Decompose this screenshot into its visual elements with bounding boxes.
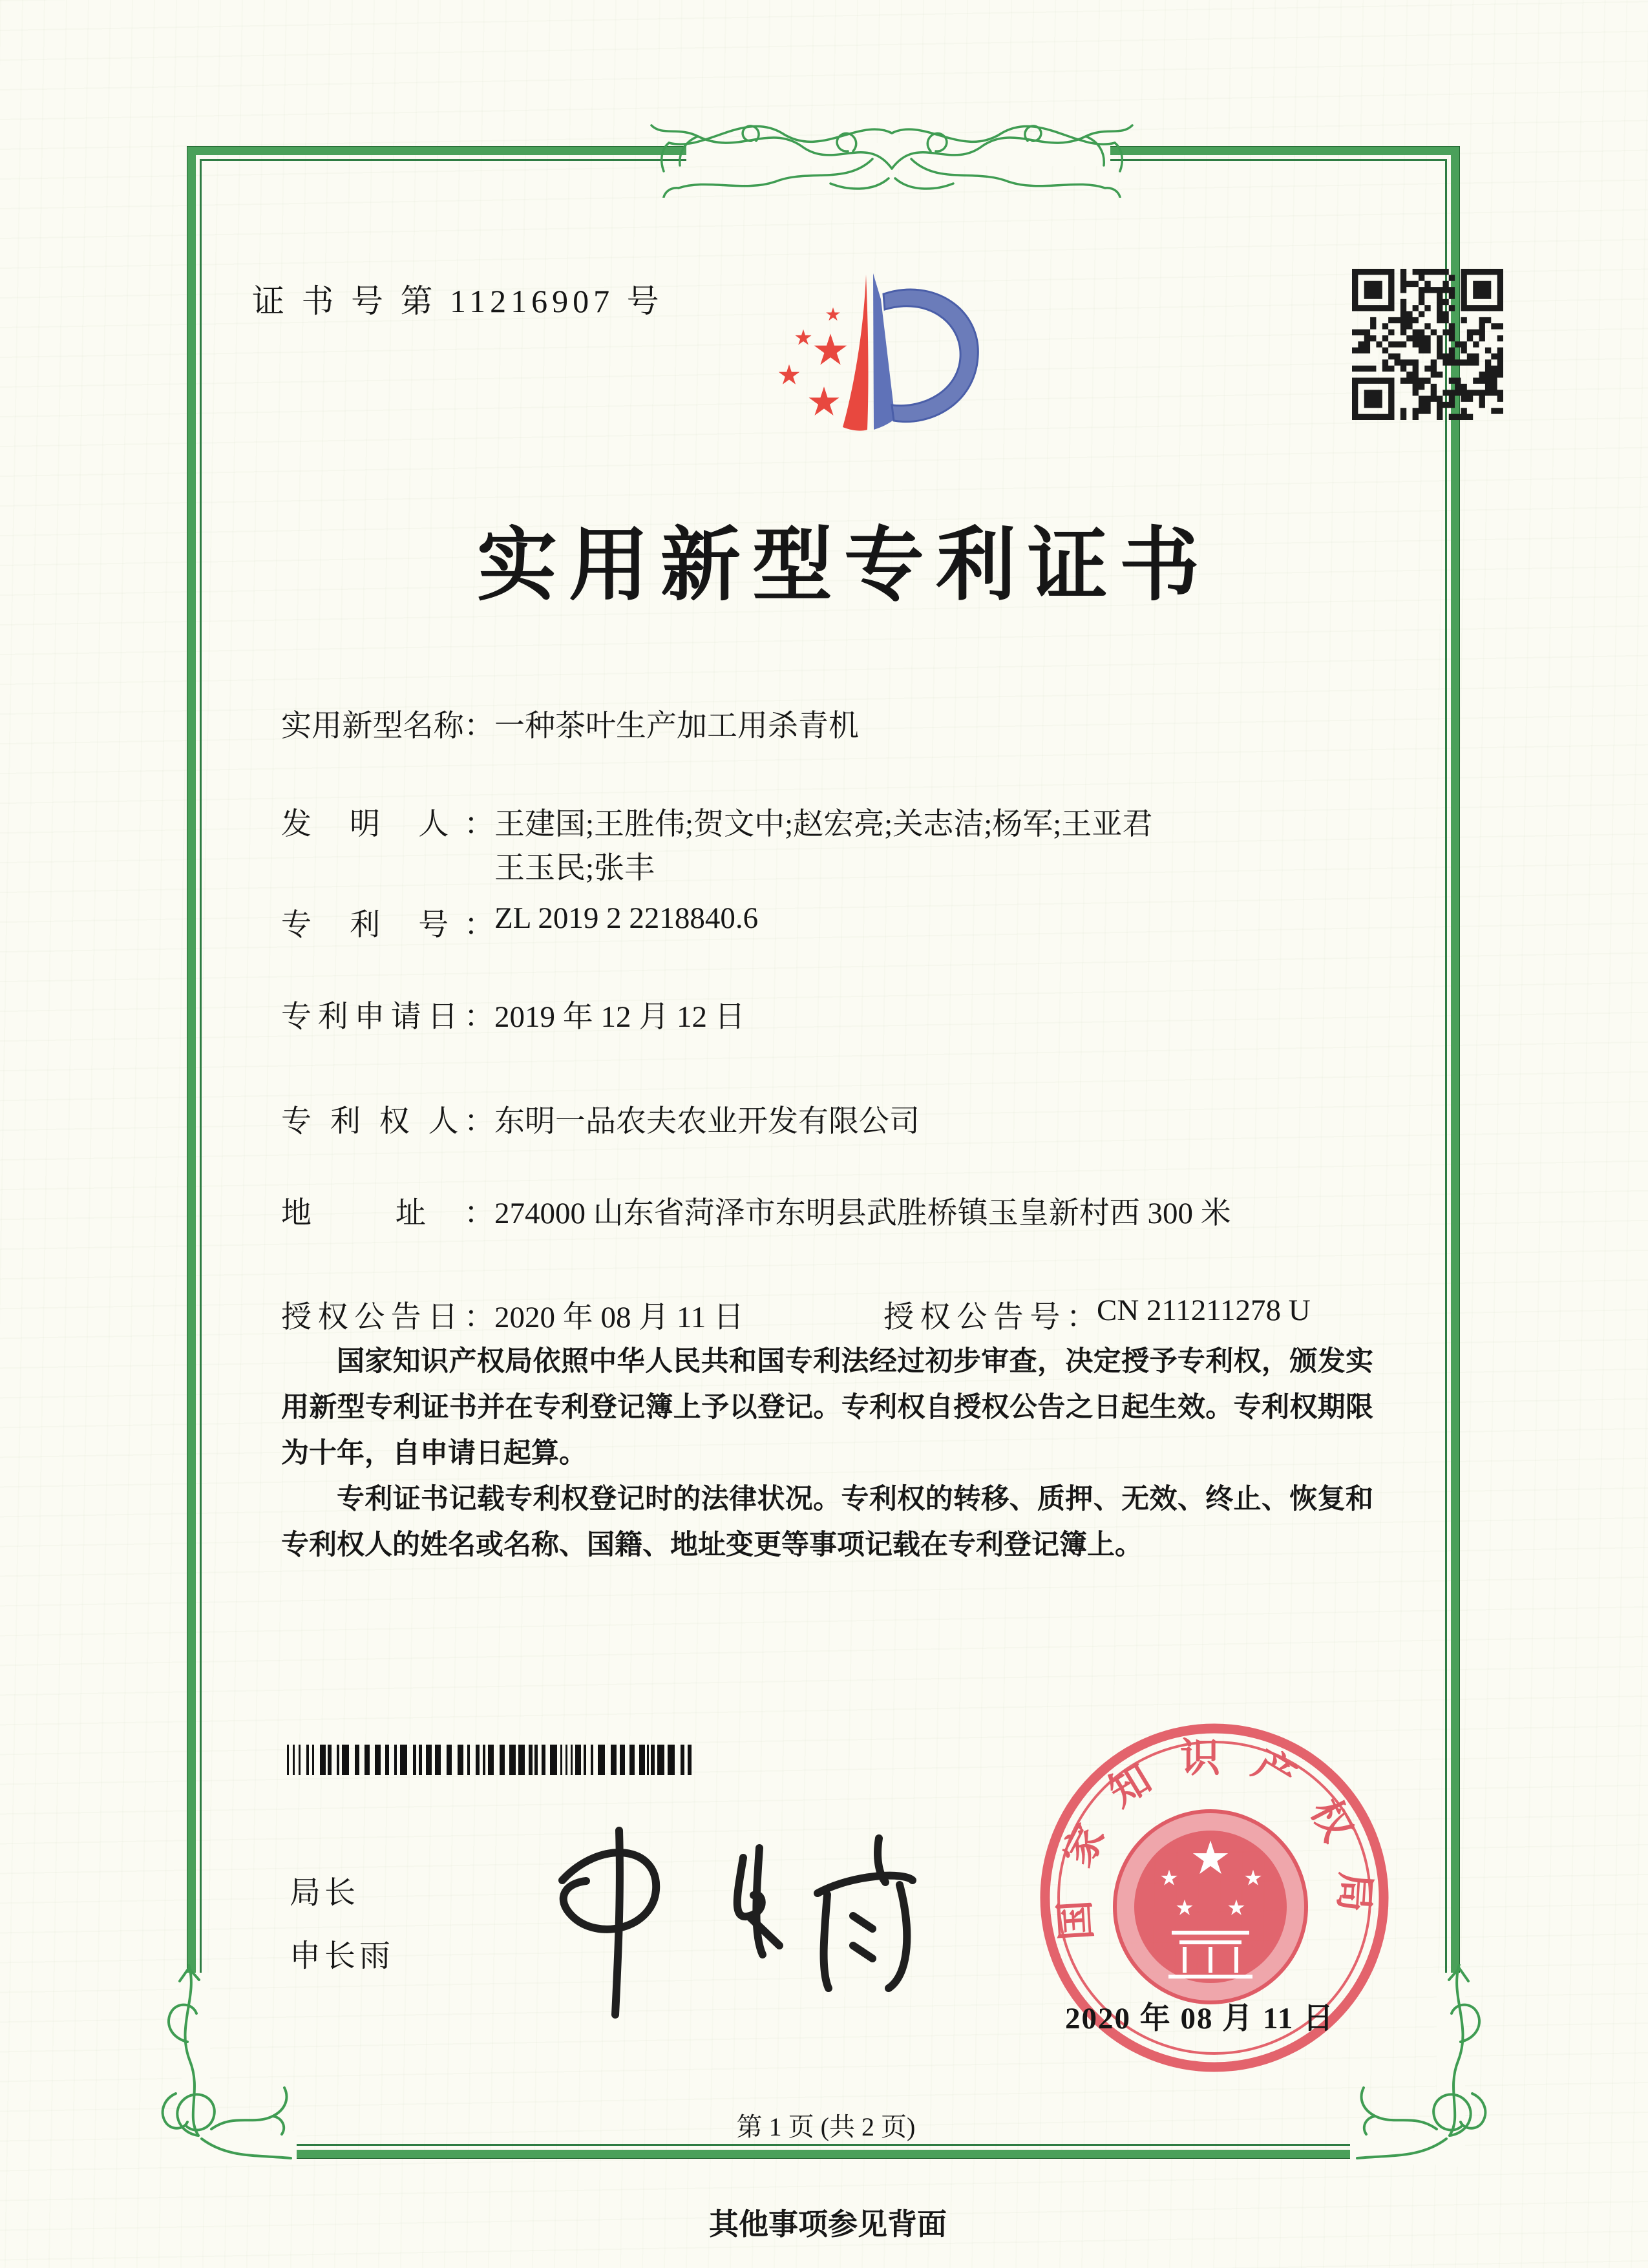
- field-row-patentee: [281, 1097, 920, 1140]
- signature-script: [465, 1819, 918, 2026]
- certificate-title: 实用新型专利证书: [477, 521, 1212, 610]
- field-row-filing-date: [281, 992, 745, 1036]
- certificate-number: 证 书 号 第 11216907 号: [252, 283, 664, 319]
- field-value: 一种茶叶生产加工用杀青机: [494, 709, 859, 743]
- field-label: 授权公告号：: [883, 1301, 1097, 1334]
- field-label: 实用新型名称：: [281, 709, 494, 743]
- field-value: 王建国;王胜伟;贺文中;赵宏亮;关志洁;杨军;王亚君: [494, 808, 1153, 841]
- field-row-address: [281, 1189, 1231, 1232]
- cnipa-logo: [761, 260, 1013, 449]
- issuer-name: 申长雨: [290, 1939, 395, 1973]
- legal-paragraph-2: 专利证书记载专利权登记时的法律状况。专利权的转移、质押、无效、终止、恢复和专利权人的姓名或名称、国籍、地址变更等事项记载在专利登记簿上。: [281, 1484, 1373, 1560]
- seal-date: 2020 年 08 月 11 日: [1065, 2002, 1335, 2035]
- top-scrollwork-ornament: [650, 107, 1134, 198]
- logo-red-wedge: [843, 275, 868, 431]
- field-value-inventors-line2: 王玉民;张丰: [494, 852, 655, 885]
- bottom-left-corner-ornament: [150, 1964, 292, 2171]
- field-label: 专 利 权 人：: [281, 1105, 494, 1139]
- field-value: 274000 山东省菏泽市东明县武胜桥镇玉皇新村西 300 米: [494, 1197, 1231, 1230]
- field-row-grant-number: [883, 1293, 1311, 1336]
- legal-text-block: [281, 1339, 1373, 1568]
- logo-blue-p: [883, 289, 978, 422]
- field-value: 东明一品农夫农业开发有限公司: [494, 1105, 920, 1139]
- field-label: 授权公告日：: [281, 1301, 494, 1334]
- page-number: 第 1 页 (共 2 页): [736, 2112, 916, 2141]
- field-row-name: [281, 702, 859, 745]
- seal-national-emblem: [1115, 1811, 1306, 2002]
- legal-paragraph-1: 国家知识产权局依照中华人民共和国专利法经过初步审查，决定授予专利权，颁发实用新型专利证书并在专利登记簿上予以登记。专利权自授权公告之日起生效。专利权期限为十年，自申请日起算。: [281, 1347, 1373, 1469]
- field-label: 专 利 号：: [281, 908, 494, 942]
- field-label: 专利申请日：: [281, 1000, 494, 1034]
- logo-stars: [779, 308, 847, 415]
- field-row-grant-date: [281, 1293, 744, 1336]
- field-value: ZL 2019 2 2218840.6: [494, 901, 759, 935]
- field-row-patent-no: [281, 901, 758, 944]
- field-label: 地 址：: [281, 1197, 494, 1230]
- field-label: 发 明 人：: [281, 808, 494, 841]
- qr-code: [1352, 269, 1503, 420]
- barcode: [287, 1745, 693, 1775]
- back-side-note: 其他事项参见背面: [709, 2208, 947, 2241]
- field-value: CN 211211278 U: [1097, 1294, 1311, 1327]
- field-value: 2020 年 08 月 11 日: [494, 1301, 745, 1334]
- issuer-role-label: 局长: [290, 1876, 360, 1910]
- seal-org-text: 国家知识产权局: [1051, 1736, 1377, 1942]
- field-value: 2019 年 12 月 12 日: [494, 1000, 745, 1034]
- field-row-inventors: [281, 800, 1152, 843]
